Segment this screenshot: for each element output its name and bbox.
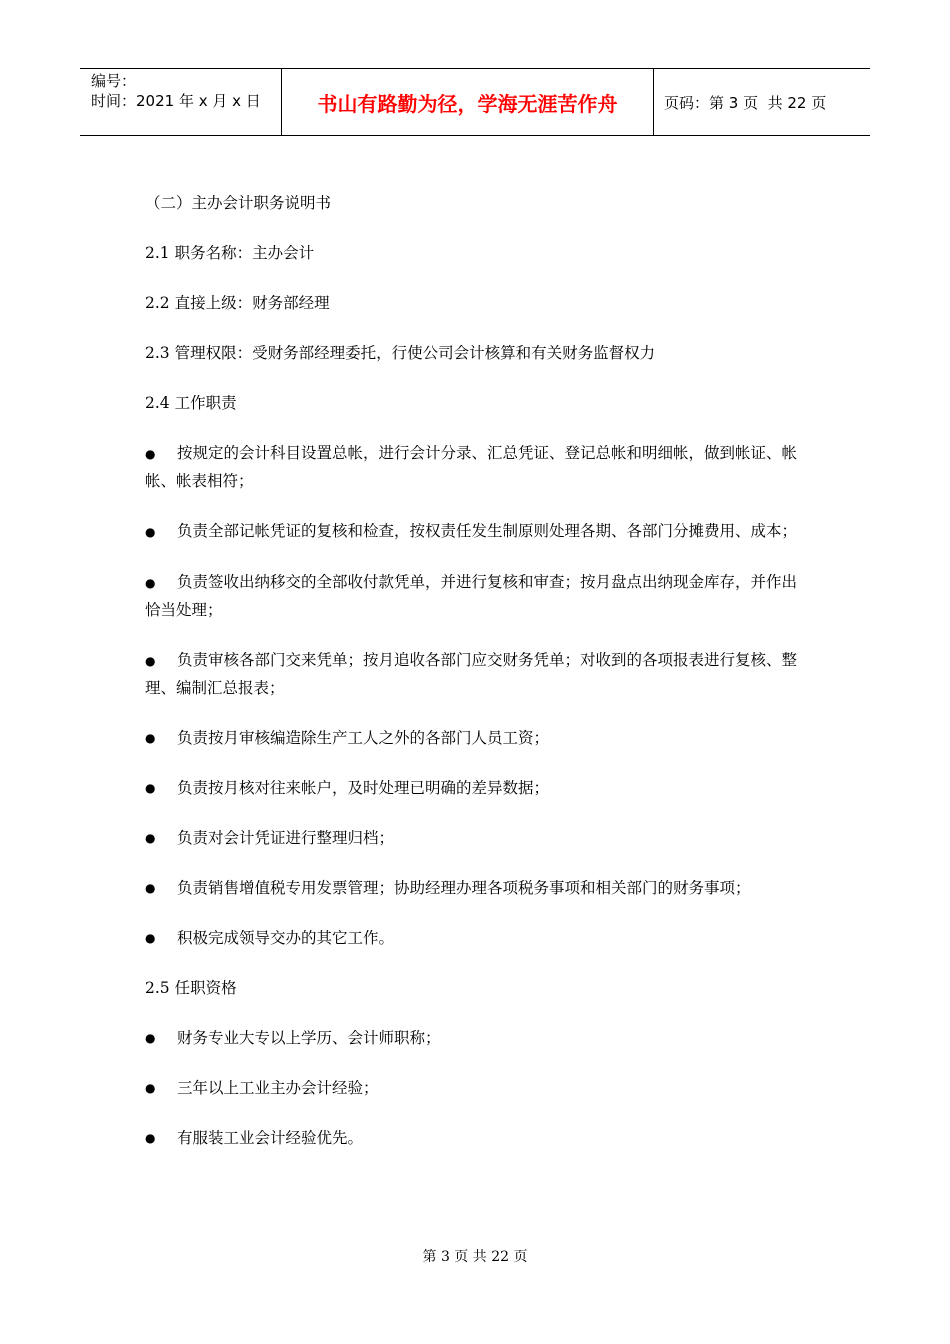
bullet-icon: ● xyxy=(145,447,156,461)
duty-text: 按规定的会计科目设置总帐，进行会计分录、汇总凭证、登记总帐和明细帐，做到帐证、帐帐、帐表相符； xyxy=(145,444,798,490)
duty-text: 负责按月核对往来帐户，及时处理已明确的差异数据； xyxy=(177,779,550,797)
list-item-qualification xyxy=(145,1125,810,1152)
list-item-duty xyxy=(145,647,810,702)
list-item-duty xyxy=(145,925,810,952)
list-item-duty xyxy=(145,875,810,902)
qualification-text: 三年以上工业主办会计经验； xyxy=(177,1079,379,1097)
footer-page-number: 第 3 页 共 22 页 xyxy=(422,1249,528,1265)
bullet-icon: ● xyxy=(145,654,156,668)
document-time-label: 时间：2021 年 x 月 x 日 xyxy=(91,92,261,110)
duty-text: 负责销售增值税专用发票管理；协助经理办理各项税务事项和相关部门的财务事项； xyxy=(177,879,751,897)
list-item-qualification xyxy=(145,1075,810,1102)
header-page-info-cell xyxy=(654,69,870,135)
item-management-authority: 2.3 管理权限：受财务部经理委托，行使公司会计核算和有关财务监督权力 xyxy=(145,344,656,362)
item-duties-heading: 2.4 工作职责 xyxy=(145,394,237,412)
list-item-qualification xyxy=(145,1025,810,1052)
header-meta-cell xyxy=(80,69,281,135)
list-item-duty xyxy=(145,825,810,852)
duty-text: 负责全部记帐凭证的复核和检查，按权责任发生制原则处理各期、各部门分摊费用、成本； xyxy=(177,522,798,540)
bullet-icon: ● xyxy=(145,576,156,590)
document-number-label: 编号： xyxy=(91,72,137,90)
list-item-duty xyxy=(145,775,810,802)
document-body xyxy=(145,190,810,1152)
bullet-icon: ● xyxy=(145,1131,156,1145)
qualification-text: 有服装工业会计经验优先。 xyxy=(177,1129,364,1147)
item-job-title: 2.1 职务名称：主办会计 xyxy=(145,244,315,262)
page-footer xyxy=(0,1246,950,1266)
bullet-icon: ● xyxy=(145,731,156,745)
bullet-icon: ● xyxy=(145,781,156,795)
bullet-icon: ● xyxy=(145,831,156,845)
item-direct-superior: 2.2 直接上级：财务部经理 xyxy=(145,294,330,312)
list-item-duty xyxy=(145,725,810,752)
header-motto: 书山有路勤为径，学海无涯苦作舟 xyxy=(317,91,618,116)
bullet-icon: ● xyxy=(145,1081,156,1095)
item-qualifications-heading: 2.5 任职资格 xyxy=(145,979,237,997)
section-heading: （二）主办会计职务说明书 xyxy=(145,194,332,212)
page-header-table xyxy=(80,68,870,136)
duty-text: 负责签收出纳移交的全部收付款凭单，并进行复核和审查；按月盘点出纳现金库存，并作出恰当处理； xyxy=(145,573,798,619)
duty-text: 积极完成领导交办的其它工作。 xyxy=(177,929,395,947)
bullet-icon: ● xyxy=(145,881,156,895)
list-item-duty xyxy=(145,440,810,495)
bullet-icon: ● xyxy=(145,931,156,945)
qualification-text: 财务专业大专以上学历、会计师职称； xyxy=(177,1029,441,1047)
header-page-info: 页码：第 3 页 共 22 页 xyxy=(664,93,827,112)
duty-text: 负责审核各部门交来凭单；按月追收各部门应交财务凭单；对收到的各项报表进行复核、整理、编制汇总报表； xyxy=(145,651,798,697)
duty-text: 负责按月审核编造除生产工人之外的各部门人员工资； xyxy=(177,729,550,747)
duty-text: 负责对会计凭证进行整理归档； xyxy=(177,829,395,847)
list-item-duty xyxy=(145,518,810,546)
bullet-icon: ● xyxy=(145,525,156,539)
bullet-icon: ● xyxy=(145,1031,156,1045)
list-item-duty xyxy=(145,569,810,624)
